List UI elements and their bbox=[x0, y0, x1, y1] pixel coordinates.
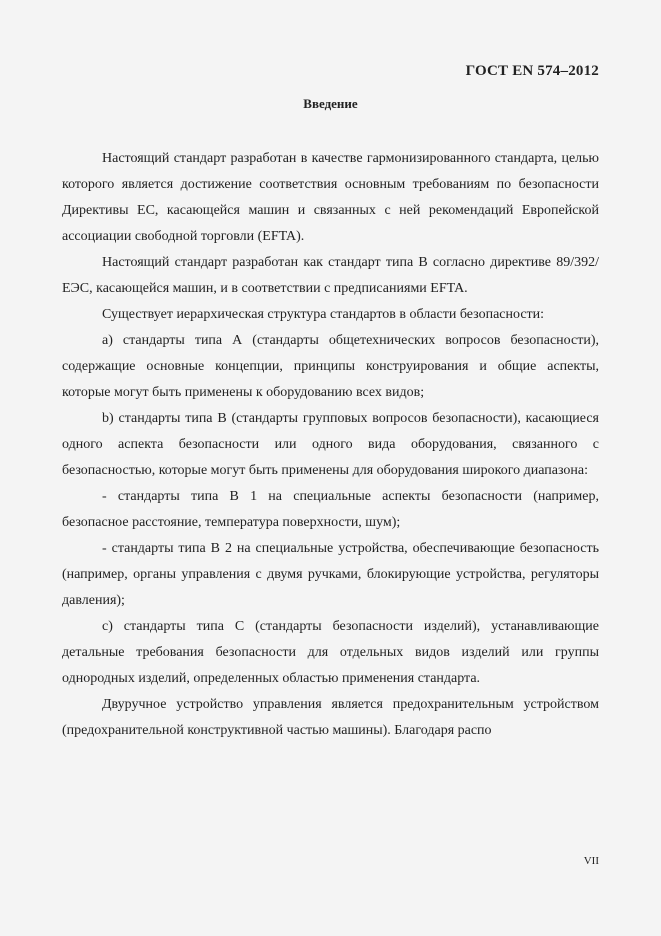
paragraph: Существует иерархическая структура стандартов в области безопасности: bbox=[102, 307, 545, 322]
paragraph: - стандарты типа В 1 на специальные аспекты безопасности (например, безопасное расстояние, температура поверхности, шум); bbox=[62, 489, 599, 530]
document-code: ГОСТ EN 574–2012 bbox=[465, 63, 599, 79]
paragraph: a) стандарты типа А (стандарты общетехнических вопросов безопасности), содержащие основные концепции, принципы конструирования и общие аспекты, которые могут быть применены к оборудованию всех видов; bbox=[62, 333, 599, 400]
paragraph: b) стандарты типа В (стандарты групповых вопросов безопасности), касающиеся одного аспекта безопасности или одного вида оборудования, связанного с безопасностью, которые могут быть применены для оборудования широкого диапазона: bbox=[62, 411, 599, 478]
page-number: VII bbox=[583, 855, 599, 867]
paragraph: c) стандарты типа С (стандарты безопасности изделий), устанавливающие детальные требования безопасности для отдельных видов изделий или группы однородных изделий, определенных областью применения стандарта. bbox=[62, 619, 599, 686]
body-text bbox=[62, 146, 599, 744]
section-title: Введение bbox=[303, 96, 358, 111]
paragraph: Настоящий стандарт разработан в качестве гармонизированного стандарта, целью которого является достижение соответствия основным требованиям по безопасности Директивы ЕС, касающейся машин и связанных с ней рекомендаций Европейской ассоциации свободной торговли (EFTA). bbox=[62, 151, 599, 244]
paragraph: - стандарты типа В 2 на специальные устройства, обеспечивающие безопасность (например, органы управления с двумя ручками, блокирующие устройства, регуляторы давления); bbox=[62, 541, 599, 608]
paragraph: Настоящий стандарт разработан как стандарт типа В согласно директиве 89/392/ЕЭС, касающейся машин, и в соответствии с предписаниями EFTA. bbox=[62, 255, 599, 296]
paragraph: Двуручное устройство управления является предохранительным устройством (предохранительной конструктивной частью машины). Благодаря распо bbox=[62, 697, 599, 738]
